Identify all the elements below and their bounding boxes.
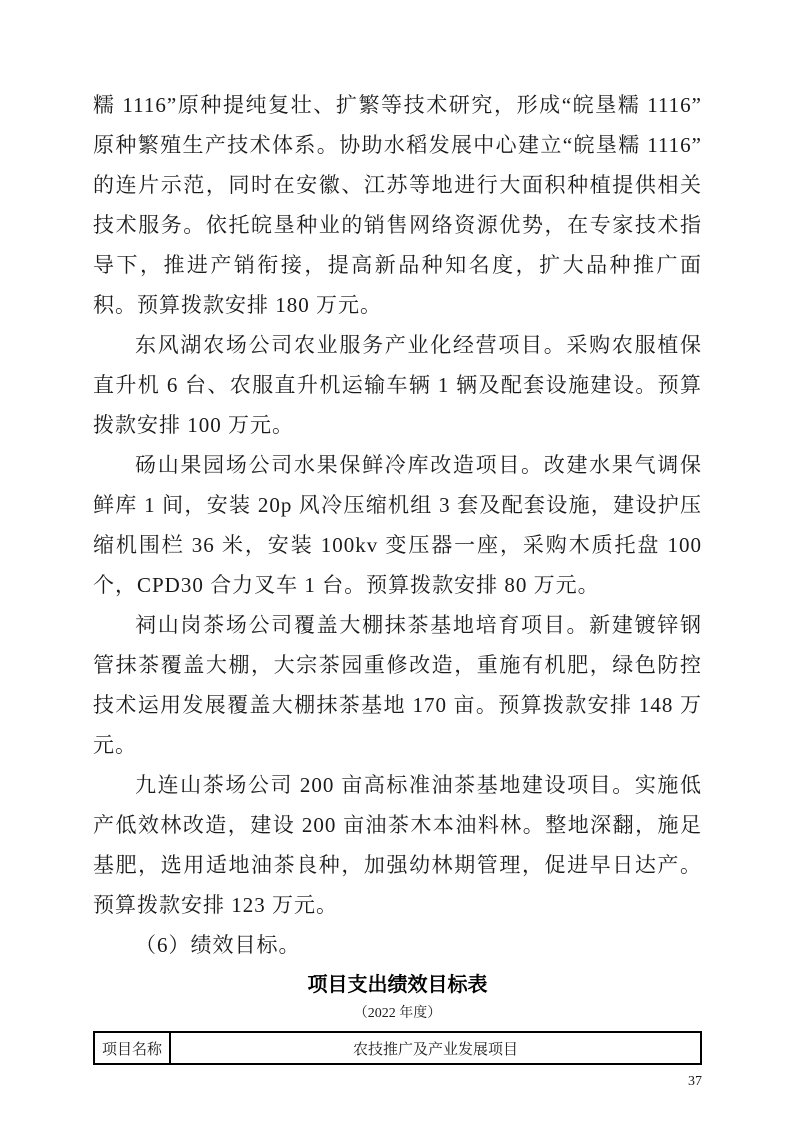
table-cell-project-name-label: 项目名称 — [94, 1032, 170, 1064]
paragraph-dongfenghu-project: 东风湖农场公司农业服务产业化经营项目。采购农服植保直升机 6 台、农服直升机运输车辆 1 辆及配套设施建设。预算拨款安排 100 万元。 — [93, 333, 702, 437]
paragraph-dangshan-project: 砀山果园场公司水果保鲜冷库改造项目。改建水果气调保鲜库 1 间，安装 20p 风冷压缩机组 3 套及配套设施，建设护压缩机围栏 36 米，安装 100kv 变压器一座，采购木质托盘 100 个，CPD30 合力叉车 1 台。预算拨款安排 80 万元。 — [93, 453, 702, 597]
table-cell-project-name-value: 农技推广及产业发展项目 — [170, 1032, 701, 1064]
performance-target-table — [93, 1031, 702, 1065]
document-content — [93, 85, 702, 1091]
table-row — [94, 1032, 701, 1064]
table-title: 项目支出绩效目标表 — [307, 974, 488, 996]
paragraph-jiulianshan-project: 九连山茶场公司 200 亩高标准油茶基地建设项目。实施低产低效林改造，建设 200 亩油茶木本油料林。整地深翻，施足基肥，选用适地油茶良种，加强幼林期管理，促进早日达产。预算拨款安排 123 万元。 — [93, 773, 702, 917]
page-number: 37 — [688, 1074, 702, 1089]
section-marker-performance-targets: （6）绩效目标。 — [135, 933, 301, 957]
paragraph-continuation: 糯 1116”原种提纯复壮、扩繁等技术研究，形成“皖垦糯 1116”原种繁殖生产技术体系。协助水稻发展中心建立“皖垦糯 1116”的连片示范，同时在安徽、江苏等地进行大面积种植提供相关技术服务。依托皖垦种业的销售网络资源优势，在专家技术指导下，推进产销衔接，提高新品种知名度，扩大品种推广面积。预算拨款安排 180 万元。 — [93, 93, 702, 317]
table-subtitle-year: （2022 年度） — [353, 1006, 442, 1021]
paragraph-cishangang-project: 祠山岗茶场公司覆盖大棚抹茶基地培育项目。新建镀锌钢管抹茶覆盖大棚，大宗茶园重修改造，重施有机肥，绿色防控技术运用发展覆盖大棚抹茶基地 170 亩。预算拨款安排 148 万元。 — [93, 613, 702, 757]
